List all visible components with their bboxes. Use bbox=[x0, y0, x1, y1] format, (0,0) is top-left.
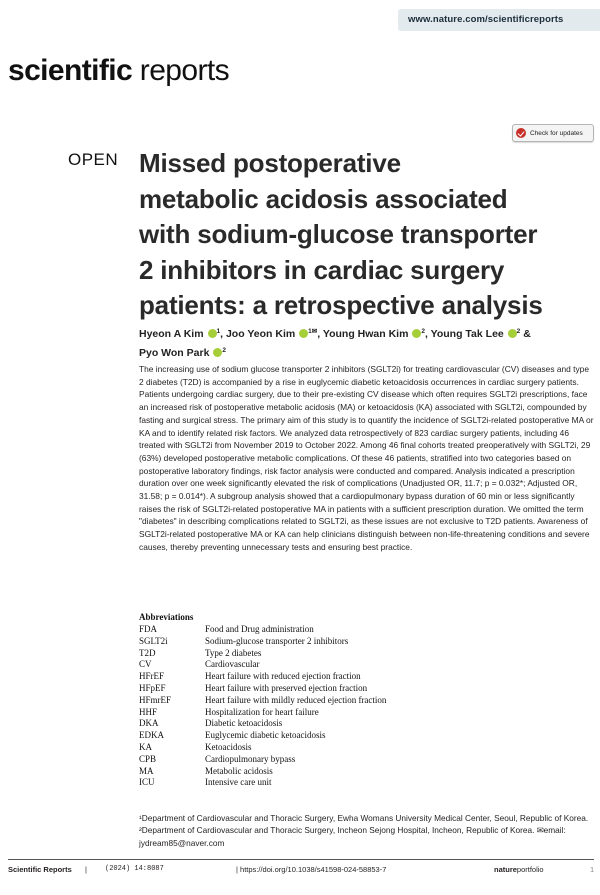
author-affiliation-sup: 1✉ bbox=[308, 328, 318, 335]
title-line: 2 inhibitors in cardiac surgery bbox=[139, 254, 505, 285]
abbreviation-item bbox=[139, 730, 499, 742]
abbreviation-item bbox=[139, 671, 499, 683]
affiliations bbox=[139, 812, 595, 849]
orcid-icon[interactable] bbox=[299, 329, 308, 338]
author-separator: , bbox=[424, 328, 431, 340]
abbreviation-term: HHF bbox=[139, 706, 158, 717]
abbreviation-term: HFmrEF bbox=[139, 694, 172, 705]
masthead-bold: scientific bbox=[8, 54, 133, 87]
abbreviation-definition: Euglycemic diabetic ketoacidosis bbox=[205, 730, 326, 741]
abbreviation-item bbox=[139, 718, 499, 730]
abbreviation-term: MA bbox=[139, 765, 154, 776]
open-access-label: OPEN bbox=[68, 150, 119, 169]
abbreviation-item bbox=[139, 695, 499, 707]
abbreviation-definition: Food and Drug administration bbox=[205, 624, 314, 634]
abbreviation-definition: Sodium-glucose transporter 2 inhibitors bbox=[205, 635, 349, 646]
abbreviation-item bbox=[139, 636, 499, 648]
abbreviation-definition: Type 2 diabetes bbox=[205, 647, 262, 658]
footer-separator: | bbox=[85, 865, 87, 874]
journal-url-bar[interactable] bbox=[398, 9, 600, 31]
author-separator: & bbox=[520, 328, 531, 340]
journal-masthead bbox=[8, 54, 229, 88]
author-name[interactable]: Young Tak Lee bbox=[430, 328, 504, 340]
abbreviation-term: ICU bbox=[139, 777, 155, 788]
footer-citation: (2024) 14:8087 bbox=[105, 865, 164, 873]
abbreviation-definition: Heart failure with preserved ejection fraction bbox=[205, 682, 368, 693]
author-name[interactable]: Joo Yeon Kim bbox=[225, 328, 296, 340]
orcid-icon[interactable] bbox=[508, 329, 517, 338]
affiliation-text: ¹Department of Cardiovascular and Thoracic Surgery, Ewha Womans University Medical Center, Seoul, Republic of Korea. ²Department of Cardiovascular and Thoracic Surgery, Incheon Sejong Hospital, Incheon, Republic of Korea. bbox=[139, 813, 589, 836]
author-affiliation-sup: 2 bbox=[516, 328, 521, 335]
abbreviation-definition: Heart failure with reduced ejection fraction bbox=[205, 671, 361, 682]
orcid-icon[interactable] bbox=[213, 348, 222, 357]
page-number: 1 bbox=[590, 865, 595, 874]
journal-url[interactable]: www.nature.com/scientificreports bbox=[408, 14, 564, 25]
masthead-light: reports bbox=[132, 54, 229, 87]
check-updates-label: Check for updates bbox=[530, 129, 583, 137]
publisher-logo bbox=[494, 865, 544, 874]
author-name[interactable]: Pyo Won Park bbox=[139, 346, 210, 359]
title-line: patients: a retrospective analysis bbox=[139, 290, 543, 320]
check-for-updates-button[interactable] bbox=[512, 124, 594, 142]
page-footer bbox=[8, 865, 594, 879]
title-line: with sodium-glucose transporter bbox=[139, 219, 538, 249]
abbreviation-item bbox=[139, 659, 499, 671]
footer-divider bbox=[8, 859, 594, 860]
abbreviation-term: HFrEF bbox=[139, 671, 165, 682]
footer-journal: Scientific Reports bbox=[8, 865, 72, 874]
author-affiliation-sup: 2 bbox=[421, 328, 425, 335]
abbreviation-item bbox=[139, 742, 499, 754]
abbreviation-definition: Heart failure with mildly reduced ejection fraction bbox=[205, 694, 387, 705]
abbreviation-term: FDA bbox=[139, 624, 158, 634]
article-title bbox=[139, 146, 591, 324]
author-name[interactable]: Hyeon A Kim bbox=[139, 328, 204, 340]
abbreviation-term: KA bbox=[139, 741, 152, 752]
abbreviations-heading: Abbreviations bbox=[139, 612, 194, 622]
abbreviation-term: SGLT2i bbox=[139, 635, 168, 646]
author-affiliation-sup: 1 bbox=[216, 328, 221, 335]
abbreviation-item bbox=[139, 648, 499, 660]
author-affiliation-sup: 2 bbox=[222, 346, 226, 354]
abbreviation-item bbox=[139, 683, 499, 695]
author-separator: , bbox=[317, 328, 323, 340]
title-line: Missed postoperative bbox=[139, 148, 401, 178]
abbreviation-definition: Metabolic acidosis bbox=[205, 765, 273, 776]
orcid-icon[interactable] bbox=[412, 329, 421, 338]
abbreviation-term: T2D bbox=[139, 647, 156, 658]
author-list bbox=[139, 324, 559, 361]
abbreviation-definition: Cardiovascular bbox=[205, 659, 260, 670]
abbreviation-term: DKA bbox=[139, 718, 159, 729]
abbreviation-item bbox=[139, 766, 499, 778]
abbreviation-definition: Cardiopulmonary bypass bbox=[205, 753, 296, 764]
abbreviation-definition: Hospitalization for heart failure bbox=[205, 706, 319, 717]
author-separator: , bbox=[220, 328, 226, 340]
title-line: metabolic acidosis associated bbox=[139, 183, 508, 214]
abbreviation-definition: Ketoacidosis bbox=[205, 741, 252, 752]
abbreviation-term: HFpEF bbox=[139, 682, 166, 693]
publisher-light: portfolio bbox=[516, 865, 544, 874]
abbreviation-term: CV bbox=[139, 659, 152, 670]
abbreviation-term: EDKA bbox=[139, 730, 164, 741]
abbreviation-term: CPB bbox=[139, 753, 157, 764]
abbreviation-definition: Diabetic ketoacidosis bbox=[205, 718, 283, 729]
abbreviation-definition: Intensive care unit bbox=[205, 777, 272, 788]
check-updates-icon bbox=[516, 128, 526, 138]
abbreviations-list bbox=[139, 624, 499, 789]
abbreviation-item bbox=[139, 777, 499, 789]
author-name[interactable]: Young Hwan Kim bbox=[322, 328, 409, 340]
abbreviation-item bbox=[139, 707, 499, 719]
corresponding-email[interactable]: ✉email: jydream85@naver.com bbox=[139, 825, 566, 848]
abbreviation-item bbox=[139, 624, 499, 636]
orcid-icon[interactable] bbox=[208, 329, 217, 338]
abbreviation-item bbox=[139, 754, 499, 766]
publisher-bold: nature bbox=[494, 865, 517, 874]
abstract-text: The increasing use of sodium glucose transporter 2 inhibitors (SGLT2i) for treating cardiovascular (CV) diseases and type 2 diabetes (T2D) is accompanied by a rise in euglycemic diabetic ketoacidosis occurrences in cardiac surgery patients. Patients undergoing cardiac surgery, due to their pre-existing CV disease which often requires SGLT2i prescriptions, face an increased risk of postoperative metabolic acidosis (MA) or ketoacidosis (KA) associated with SGLT2i, compounded by fasting and surgical stress. The primary aim of this study is to quantify the incidence of SGLT2i-related postoperative MA or KA and to identify related risk factors. We analyzed data retrospectively of 823 cardiac surgery patients, including 46 treated with SGLT2i from November 2019 to October 2022. Among 46 final cohorts treated preoperatively with SGLT2i, 29 (63%) developed postoperative metabolic complications. Of these 46 patients, stratified into two categories based on postoperative laboratory findings, risk factor analysis were conducted and compared. Analysis indicated a prescription duration over one week significantly elevated the risk of complications (Unadjusted OR, 11.7; p = 0.032*; Adjusted OR, 31.58; p = 0.014*). A subgroup analysis showed that a cardiopulmonary bypass duration of 60 min or less significantly raises the risk of SGLT2i-related postoperative MA in patients with a sufficient prescription duration. We omitted the term "diabetes" in describing complications related to SGLT2i, as these issues are not exclusive to T2D patients. Awareness of SGLT2i-related postoperative MA or KA can help clinicians distinguish between non-life-threatening conditions and severe causes, thereby preventing unnecessary tests and ensuring best practice. bbox=[139, 364, 594, 552]
footer-doi-link[interactable]: | https://doi.org/10.1038/s41598-024-58853-7 bbox=[236, 865, 387, 874]
